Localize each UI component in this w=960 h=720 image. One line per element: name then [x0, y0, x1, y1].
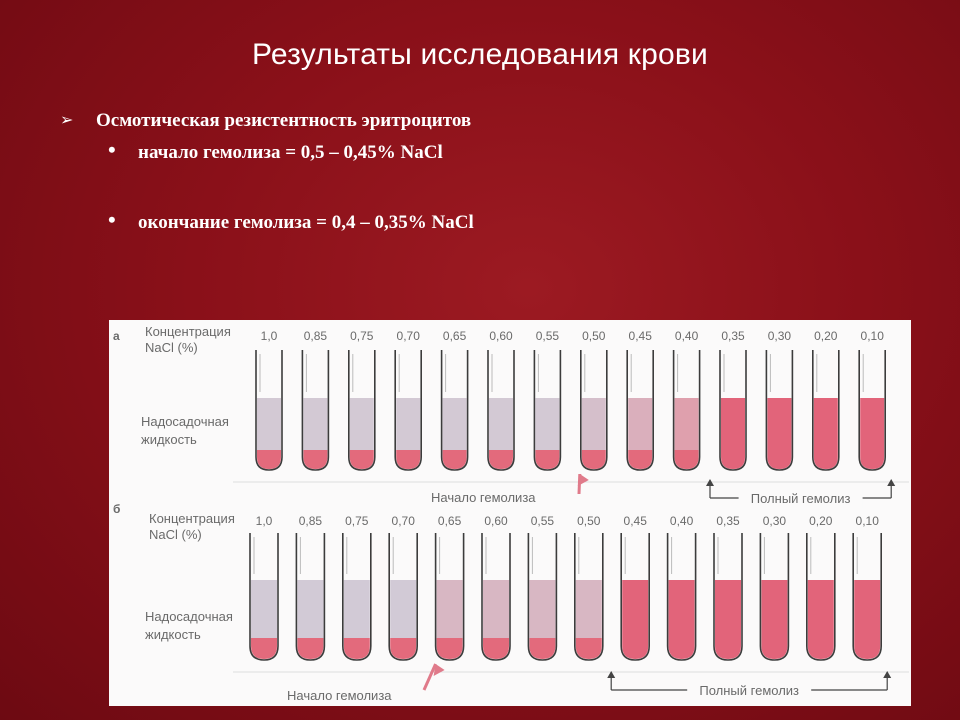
- concentration-value: 0,85: [298, 514, 323, 528]
- supernatant-fill: [251, 580, 277, 638]
- red-cell-sediment: [529, 638, 555, 659]
- supernatant-fill: [350, 398, 374, 450]
- supernatant-fill: [622, 580, 648, 659]
- concentration-unit-label: NaCl (%): [149, 527, 202, 542]
- supernatant-fill: [483, 580, 509, 638]
- supernatant-fill: [721, 398, 745, 469]
- concentration-value: 0,50: [582, 329, 606, 343]
- red-cell-sediment: [344, 638, 370, 659]
- supernatant-fill: [675, 398, 699, 450]
- red-cell-sediment: [489, 450, 513, 469]
- sub-bullet-end: [60, 207, 480, 236]
- supernatant-fill: [303, 398, 327, 450]
- supernatant-fill: [390, 580, 416, 638]
- full-hemolysis-label: Полный гемолиз: [699, 683, 800, 698]
- concentration-value: 0,45: [628, 329, 652, 343]
- supernatant-fill: [582, 398, 606, 450]
- supernatant-fill: [854, 580, 880, 659]
- concentration-value: 0,40: [669, 514, 694, 528]
- concentration-value: 0,30: [767, 329, 792, 343]
- supernatant-fill: [535, 398, 559, 450]
- dot-bullet-icon: •: [108, 137, 116, 162]
- concentration-value: 0,20: [814, 329, 838, 343]
- concentration-value: 0,70: [391, 514, 415, 528]
- supernatant-label: Надосадочная: [141, 414, 229, 429]
- red-cell-sediment: [396, 450, 420, 469]
- supernatant-fill: [576, 580, 602, 638]
- red-cell-sediment: [303, 450, 327, 469]
- supernatant-fill: [257, 398, 281, 450]
- test-tube-diagram: [109, 320, 911, 706]
- concentration-value: 0,60: [489, 329, 513, 343]
- supernatant-fill: [767, 398, 791, 469]
- red-cell-sediment: [675, 450, 699, 469]
- concentration-value: 0,55: [530, 514, 555, 528]
- concentration-value: 0,35: [716, 514, 740, 528]
- concentration-value: 0,10: [860, 329, 884, 343]
- supernatant-label-2: жидкость: [141, 432, 197, 447]
- concentration-value: 0,70: [396, 329, 420, 343]
- supernatant-fill: [715, 580, 741, 659]
- hemolysis-figure: [109, 320, 911, 706]
- sub-bullet-start: [60, 137, 480, 166]
- hemolysis-start-arrow: [424, 664, 436, 690]
- concentration-value: 0,75: [345, 514, 369, 528]
- supernatant-fill: [437, 580, 463, 638]
- panel-letter: а: [113, 329, 120, 343]
- concentration-value: 0,65: [442, 329, 467, 343]
- supernatant-fill: [814, 398, 838, 469]
- full-hemolysis-label: Полный гемолиз: [750, 491, 851, 506]
- red-cell-sediment: [535, 450, 559, 469]
- supernatant-fill: [761, 580, 787, 659]
- concentration-value: 0,35: [721, 329, 745, 343]
- concentration-label: Концентрация: [149, 511, 235, 526]
- red-cell-sediment: [251, 638, 277, 659]
- concentration-value: 0,40: [674, 329, 699, 343]
- red-cell-sediment: [297, 638, 323, 659]
- supernatant-fill: [443, 398, 467, 450]
- bullet-item: [60, 108, 480, 134]
- hemolysis-start-label: Начало гемолиза: [287, 688, 392, 703]
- concentration-value: 0,20: [809, 514, 833, 528]
- red-cell-sediment: [437, 638, 463, 659]
- concentration-unit-label: NaCl (%): [145, 340, 198, 355]
- supernatant-label-2: жидкость: [145, 627, 201, 642]
- sub-bullet-text: начало гемолиза = 0,5 – 0,45% NaCl: [138, 142, 443, 163]
- bullet-text: Осмотическая резистентность эритроцитов: [96, 110, 472, 131]
- red-cell-sediment: [483, 638, 509, 659]
- concentration-value: 0,55: [535, 329, 560, 343]
- supernatant-fill: [489, 398, 513, 450]
- red-cell-sediment: [390, 638, 416, 659]
- red-cell-sediment: [628, 450, 652, 469]
- supernatant-label: Надосадочная: [145, 609, 233, 624]
- panel-letter: б: [113, 502, 121, 516]
- red-cell-sediment: [582, 450, 606, 469]
- concentration-value: 0,30: [762, 514, 787, 528]
- hemolysis-start-label: Начало гемолиза: [431, 490, 536, 505]
- supernatant-fill: [860, 398, 884, 469]
- sub-bullet-text: окончание гемолиза = 0,4 – 0,35% NaCl: [138, 212, 474, 233]
- red-cell-sediment: [443, 450, 467, 469]
- bullet-list: [60, 108, 480, 236]
- supernatant-fill: [628, 398, 652, 450]
- concentration-label: Концентрация: [145, 324, 231, 339]
- supernatant-fill: [808, 580, 834, 659]
- red-cell-sediment: [257, 450, 281, 469]
- concentration-value: 0,85: [303, 329, 328, 343]
- slide-title: Результаты исследования крови: [252, 38, 708, 71]
- supernatant-fill: [396, 398, 420, 450]
- concentration-value: 0,65: [437, 514, 462, 528]
- concentration-value: 0,75: [350, 329, 374, 343]
- supernatant-fill: [529, 580, 555, 638]
- dot-bullet-icon: •: [108, 207, 116, 232]
- supernatant-fill: [669, 580, 695, 659]
- concentration-value: 1,0: [260, 329, 278, 343]
- supernatant-fill: [297, 580, 323, 638]
- red-cell-sediment: [350, 450, 374, 469]
- concentration-value: 1,0: [255, 514, 273, 528]
- concentration-value: 0,50: [577, 514, 601, 528]
- concentration-value: 0,45: [623, 514, 647, 528]
- concentration-value: 0,10: [855, 514, 879, 528]
- red-cell-sediment: [576, 638, 602, 659]
- supernatant-fill: [344, 580, 370, 638]
- arrow-bullet-icon: ➢: [60, 112, 74, 129]
- concentration-value: 0,60: [484, 514, 508, 528]
